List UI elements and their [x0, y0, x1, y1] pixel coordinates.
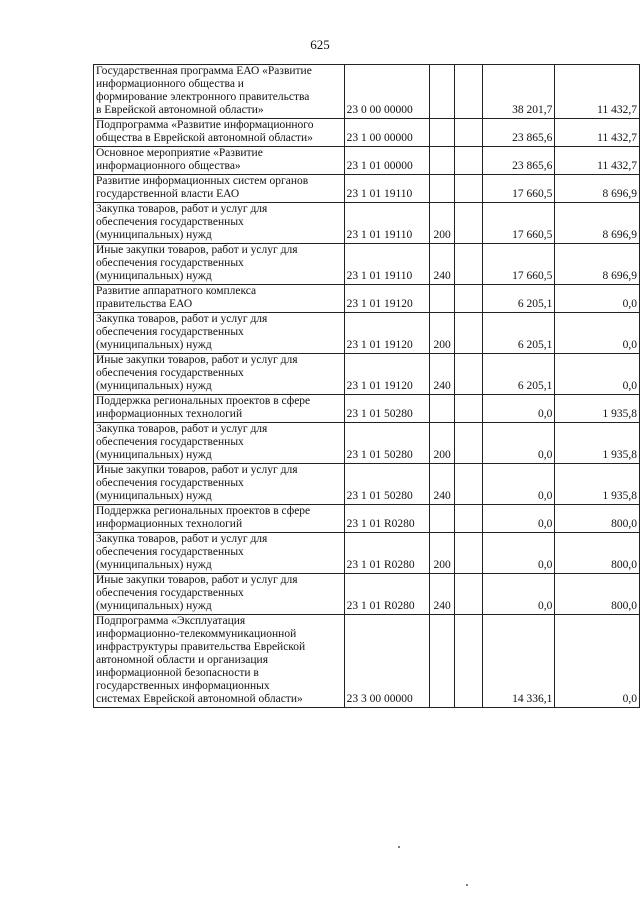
scan-speck — [398, 846, 400, 848]
row-amount-2-cell — [555, 354, 640, 395]
table-row — [94, 464, 640, 505]
row-csr-code-text: 23 1 01 50280 — [346, 449, 413, 461]
row-amount-2-text: 800,0 — [611, 518, 637, 530]
page-number: 625 — [310, 37, 330, 52]
row-csr-code-cell — [344, 574, 430, 615]
table-row — [94, 119, 640, 147]
row-csr-code-cell — [344, 423, 430, 464]
row-amount-2-cell — [555, 119, 640, 147]
row-expense-type-text: 240 — [433, 490, 451, 502]
row-name-text: Иные закупки товаров, работ и услуг для обеспечения государственных (муниципальных) нужд — [96, 354, 298, 392]
row-empty-cell — [455, 65, 483, 119]
row-amount-2-cell — [555, 464, 640, 505]
row-expense-type-text: 200 — [433, 229, 451, 241]
row-amount-1-cell — [483, 175, 555, 203]
row-name-text: Закупка товаров, работ и услуг для обеспечения государственных (муниципальных) нужд — [96, 533, 268, 571]
row-expense-type-cell — [430, 533, 455, 574]
row-name-text: Иные закупки товаров, работ и услуг для обеспечения государственных (муниципальных) нужд — [96, 464, 298, 502]
row-amount-2-text: 1 935,8 — [602, 490, 637, 502]
row-amount-1-text: 17 660,5 — [512, 188, 553, 200]
row-name-cell — [94, 313, 345, 354]
row-amount-1-text: 23 865,6 — [512, 132, 553, 144]
row-amount-2-cell — [555, 615, 640, 708]
row-name-cell — [94, 65, 345, 119]
row-name-cell — [94, 203, 345, 244]
row-expense-type-cell — [430, 203, 455, 244]
row-amount-1-cell — [483, 505, 555, 533]
row-name-cell — [94, 464, 345, 505]
row-amount-1-cell — [483, 65, 555, 119]
row-csr-code-cell — [344, 464, 430, 505]
row-expense-type-text: 200 — [433, 559, 451, 571]
table-row — [94, 65, 640, 119]
budget-table — [93, 64, 640, 708]
row-csr-code-cell — [344, 533, 430, 574]
row-amount-2-text: 1 935,8 — [602, 449, 637, 461]
row-csr-code-text: 23 3 00 00000 — [346, 693, 413, 705]
row-amount-2-cell — [555, 203, 640, 244]
table-row — [94, 175, 640, 203]
row-amount-1-cell — [483, 464, 555, 505]
row-csr-code-cell — [344, 119, 430, 147]
row-amount-1-cell — [483, 244, 555, 285]
row-amount-1-text: 23 865,6 — [512, 160, 553, 172]
table-row — [94, 285, 640, 313]
row-amount-2-cell — [555, 423, 640, 464]
row-amount-1-text: 0,0 — [537, 490, 553, 502]
row-amount-1-text: 6 205,1 — [517, 380, 553, 392]
row-name-cell — [94, 423, 345, 464]
row-empty-cell — [455, 175, 483, 203]
row-name-text: Развитие аппаратного комплекса правительства ЕАО — [96, 285, 257, 310]
row-expense-type-cell — [430, 464, 455, 505]
row-name-cell — [94, 574, 345, 615]
row-expense-type-cell — [430, 175, 455, 203]
row-amount-1-text: 0,0 — [537, 559, 553, 571]
row-amount-2-cell — [555, 505, 640, 533]
row-csr-code-cell — [344, 203, 430, 244]
row-name-text: Подпрограмма «Эксплуатация информационно-телекоммуникационной инфраструктуры правительства Еврейской автономной области и организация информационной безопасности в государственных информационных системах Еврейской автономной области» — [96, 615, 306, 705]
row-empty-cell — [455, 244, 483, 285]
row-name-cell — [94, 354, 345, 395]
row-csr-code-text: 23 1 01 19110 — [346, 188, 413, 200]
row-amount-1-text: 0,0 — [537, 600, 553, 612]
row-amount-1-text: 17 660,5 — [512, 270, 553, 282]
row-csr-code-text: 23 1 01 00000 — [346, 160, 413, 172]
row-empty-cell — [455, 395, 483, 423]
row-name-cell — [94, 147, 345, 175]
row-csr-code-cell — [344, 175, 430, 203]
scan-speck — [466, 884, 468, 886]
row-amount-1-cell — [483, 354, 555, 395]
row-amount-2-text: 0,0 — [622, 298, 637, 310]
row-amount-2-text: 11 432,7 — [597, 160, 637, 172]
budget-table-body — [94, 65, 640, 708]
row-csr-code-text: 23 1 01 R0280 — [346, 600, 415, 612]
row-amount-1-cell — [483, 203, 555, 244]
row-expense-type-cell — [430, 354, 455, 395]
row-csr-code-cell — [344, 244, 430, 285]
row-amount-1-cell — [483, 615, 555, 708]
row-csr-code-cell — [344, 395, 430, 423]
row-csr-code-cell — [344, 354, 430, 395]
row-empty-cell — [455, 464, 483, 505]
row-name-cell — [94, 505, 345, 533]
row-csr-code-cell — [344, 65, 430, 119]
table-row — [94, 244, 640, 285]
row-name-text: Подпрограмма «Развитие информационного общества в Еврейской автономной области» — [96, 119, 314, 144]
row-amount-2-cell — [555, 65, 640, 119]
table-row — [94, 395, 640, 423]
row-empty-cell — [455, 505, 483, 533]
row-amount-1-text: 0,0 — [537, 449, 553, 461]
row-name-cell — [94, 395, 345, 423]
row-amount-2-text: 800,0 — [611, 559, 637, 571]
table-row — [94, 615, 640, 708]
row-amount-2-text: 8 696,9 — [602, 270, 637, 282]
row-csr-code-text: 23 1 01 50280 — [346, 408, 413, 420]
row-expense-type-text: 240 — [433, 380, 451, 392]
row-expense-type-cell — [430, 285, 455, 313]
row-expense-type-cell — [430, 65, 455, 119]
row-expense-type-cell — [430, 615, 455, 708]
row-csr-code-cell — [344, 505, 430, 533]
row-expense-type-cell — [430, 423, 455, 464]
row-expense-type-cell — [430, 147, 455, 175]
row-expense-type-text: 240 — [433, 270, 451, 282]
row-expense-type-cell — [430, 244, 455, 285]
row-amount-2-text: 8 696,9 — [602, 188, 637, 200]
row-amount-2-cell — [555, 395, 640, 423]
row-csr-code-text: 23 1 01 19120 — [346, 339, 413, 351]
row-amount-2-cell — [555, 244, 640, 285]
row-empty-cell — [455, 119, 483, 147]
row-name-text: Поддержка региональных проектов в сфере информационных технологий — [96, 505, 311, 530]
row-empty-cell — [455, 574, 483, 615]
row-csr-code-text: 23 1 01 50280 — [346, 490, 413, 502]
table-row — [94, 313, 640, 354]
row-amount-1-cell — [483, 313, 555, 354]
table-row — [94, 203, 640, 244]
row-name-cell — [94, 175, 345, 203]
row-name-text: Закупка товаров, работ и услуг для обеспечения государственных (муниципальных) нужд — [96, 313, 268, 351]
row-amount-1-text: 6 205,1 — [517, 298, 553, 310]
row-expense-type-text: 240 — [433, 600, 451, 612]
row-amount-1-cell — [483, 285, 555, 313]
row-amount-2-text: 0,0 — [622, 693, 637, 705]
row-amount-2-text: 0,0 — [622, 339, 637, 351]
row-empty-cell — [455, 533, 483, 574]
row-name-text: Поддержка региональных проектов в сфере информационных технологий — [96, 395, 311, 420]
row-csr-code-text: 23 1 01 19120 — [346, 298, 413, 310]
row-amount-2-cell — [555, 175, 640, 203]
row-csr-code-text: 23 1 01 R0280 — [346, 518, 415, 530]
row-name-text: Основное мероприятие «Развитие информационного общества» — [96, 147, 263, 172]
row-csr-code-text: 23 1 01 19120 — [346, 380, 413, 392]
row-csr-code-cell — [344, 285, 430, 313]
row-name-cell — [94, 285, 345, 313]
row-amount-1-cell — [483, 423, 555, 464]
row-amount-2-cell — [555, 285, 640, 313]
row-csr-code-text: 23 0 00 00000 — [346, 104, 413, 116]
table-row — [94, 354, 640, 395]
row-csr-code-text: 23 1 01 R0280 — [346, 559, 415, 571]
row-amount-2-text: 11 432,7 — [597, 104, 637, 116]
row-empty-cell — [455, 285, 483, 313]
row-csr-code-text: 23 1 01 19110 — [346, 270, 413, 282]
row-name-text: Закупка товаров, работ и услуг для обеспечения государственных (муниципальных) нужд — [96, 423, 268, 461]
row-name-text: Иные закупки товаров, работ и услуг для обеспечения государственных (муниципальных) нужд — [96, 574, 298, 612]
row-amount-1-text: 0,0 — [537, 518, 553, 530]
row-amount-2-text: 1 935,8 — [602, 408, 637, 420]
row-csr-code-cell — [344, 313, 430, 354]
row-empty-cell — [455, 615, 483, 708]
row-amount-1-cell — [483, 533, 555, 574]
row-expense-type-cell — [430, 395, 455, 423]
row-amount-2-text: 11 432,7 — [597, 132, 637, 144]
table-row — [94, 423, 640, 464]
row-csr-code-text: 23 1 01 19110 — [346, 229, 413, 241]
row-amount-2-cell — [555, 533, 640, 574]
row-empty-cell — [455, 147, 483, 175]
row-amount-2-text: 0,0 — [622, 380, 637, 392]
row-expense-type-cell — [430, 574, 455, 615]
row-amount-1-cell — [483, 395, 555, 423]
row-empty-cell — [455, 203, 483, 244]
row-amount-2-cell — [555, 313, 640, 354]
row-amount-2-cell — [555, 147, 640, 175]
row-empty-cell — [455, 354, 483, 395]
row-expense-type-cell — [430, 313, 455, 354]
table-row — [94, 574, 640, 615]
row-csr-code-text: 23 1 00 00000 — [346, 132, 413, 144]
table-row — [94, 147, 640, 175]
row-name-cell — [94, 119, 345, 147]
row-csr-code-cell — [344, 615, 430, 708]
row-amount-1-text: 38 201,7 — [512, 104, 553, 116]
row-amount-2-cell — [555, 574, 640, 615]
table-row — [94, 505, 640, 533]
row-name-cell — [94, 615, 345, 708]
row-name-cell — [94, 533, 345, 574]
row-expense-type-text: 200 — [433, 449, 451, 461]
row-amount-1-cell — [483, 574, 555, 615]
row-amount-1-text: 17 660,5 — [512, 229, 553, 241]
row-amount-2-text: 8 696,9 — [602, 229, 637, 241]
row-name-text: Развитие информационных систем органов государственной власти ЕАО — [96, 175, 309, 200]
row-expense-type-cell — [430, 119, 455, 147]
row-amount-1-text: 6 205,1 — [517, 339, 553, 351]
table-row — [94, 533, 640, 574]
row-amount-1-text: 0,0 — [537, 408, 553, 420]
row-amount-1-text: 14 336,1 — [512, 693, 553, 705]
row-expense-type-cell — [430, 505, 455, 533]
row-amount-1-cell — [483, 119, 555, 147]
row-expense-type-text: 200 — [433, 339, 451, 351]
row-name-text: Государственная программа ЕАО «Развитие информационного общества и формирование электронного правительства в Еврейской автономной области» — [96, 65, 312, 116]
row-name-cell — [94, 244, 345, 285]
row-csr-code-cell — [344, 147, 430, 175]
row-amount-2-text: 800,0 — [611, 600, 637, 612]
row-amount-1-cell — [483, 147, 555, 175]
row-empty-cell — [455, 313, 483, 354]
row-name-text: Закупка товаров, работ и услуг для обеспечения государственных (муниципальных) нужд — [96, 203, 268, 241]
row-empty-cell — [455, 423, 483, 464]
row-name-text: Иные закупки товаров, работ и услуг для обеспечения государственных (муниципальных) нужд — [96, 244, 298, 282]
